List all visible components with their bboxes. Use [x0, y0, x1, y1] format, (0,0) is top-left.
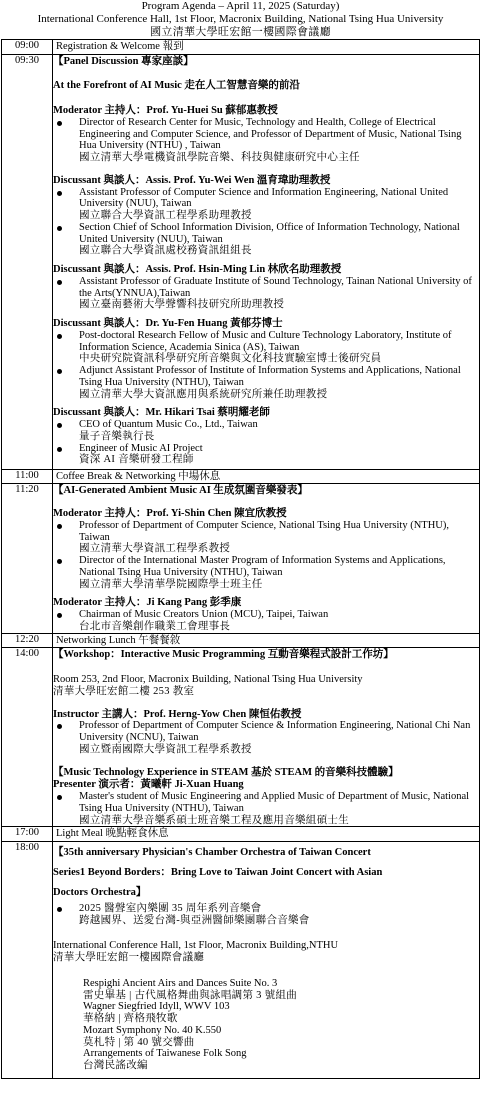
program-item: Respighi Ancient Airs and Dances Suite No. 3 [83, 977, 278, 989]
discussant-details [53, 276, 479, 311]
concert-series [53, 903, 479, 927]
list-item: Director of the International Master Program of Information Systems and Applications, National Tsing Hua University (NTHU), Taiwan 國立清華大學清華學院國際學士班主任 [53, 555, 479, 590]
list-item: Engineer of Music AI Project 資深 AI 音樂研發工程師 [53, 443, 479, 467]
agenda-table [1, 39, 480, 1079]
moderator-heading: Moderator 主持人：Prof. Yu-Huei Su 蘇郁惠教授 [53, 105, 278, 117]
section-title: 【AI-Generated Ambient Music AI 生成氛圍音樂發表】 [53, 485, 308, 497]
agenda-row-panel [2, 54, 480, 469]
program-item: Wagner Siegfried Idyll, WWV 103 [83, 1001, 230, 1013]
concert-title: 【35th anniversary Physician's Chamber Orchestra of Taiwan Concert Series1 Beyond Borders：Bring Love to Taiwan Joint Concert with Asian Doctors Orchestra】 [53, 847, 383, 899]
list-item: 2025 醫聲室內樂團 35 周年系列音樂會 跨越國界、送愛台灣-與亞洲醫師樂團聯合音樂會 [53, 903, 479, 927]
lunch-text: Networking Lunch 午餐餐敘 [53, 633, 480, 648]
venue-line: International Conference Hall, 1st Floor, Macronix Building, National Tsing Hua University [37, 12, 444, 25]
moderator-details [53, 520, 479, 591]
presenter-details [53, 791, 479, 826]
agenda-row-coffee [2, 469, 480, 484]
agenda-header [1, 0, 480, 39]
workshop-room-zh: 清華大學旺宏館二樓 253 教室 [53, 685, 195, 697]
time-cell: 14:00 [2, 648, 53, 827]
list-item: Post-doctoral Research Fellow of Music and Culture Technology Laboratory, Institute of Information Science, Academia Sinica (AS), Taiwan 中央研究院資訊科學研究所音樂與文化科技實驗室博士後研究員 [53, 330, 479, 365]
discussant-details [53, 330, 479, 401]
panel-topic: At the Forefront of AI Music 走在人工智慧音樂的前沿 [53, 80, 300, 92]
coffee-text: Coffee Break & Networking 中場休息 [53, 469, 480, 484]
agenda-title: Program Agenda – April 11, 2025 (Saturday) [141, 0, 340, 12]
agenda-row-workshop [2, 648, 480, 827]
time-cell: 17:00 [2, 827, 53, 842]
list-item: CEO of Quantum Music Co., Ltd., Taiwan 量子音樂執行長 [53, 419, 479, 443]
time-cell: 09:00 [2, 39, 53, 54]
discussant-details [53, 187, 479, 258]
program-item: 雷史畢基 | 古代風格舞曲與詠唱調第 3 號組曲 [83, 989, 298, 1001]
list-item: Assistant Professor of Computer Science and Information Engineering, National United University (NUU), Taiwan 國立聯合大學資訊工程學系助理教授 [53, 187, 479, 222]
instructor-details [53, 720, 479, 755]
presenter-heading: Presenter 演示者：黃曦軒 Ji-Xuan Huang [53, 779, 244, 791]
time-cell: 18:00 [2, 842, 53, 1079]
concert-venue: International Conference Hall, 1st Floor, Macronix Building,NTHU [53, 940, 339, 952]
program-item: 台灣民謠改編 [83, 1060, 148, 1072]
venue-line-zh: 國立清華大學旺宏館一樓國際會議廳 [150, 25, 331, 38]
list-item: Adjunct Assistant Professor of Institute of Information Systems and Applications, National Tsing Hua University (NTHU), Taiwan 國立清華大學大資訊應用與系統研究所兼任助理教授 [53, 365, 479, 400]
concert-program [53, 978, 479, 1072]
list-item: Professor of Department of Computer Science & Information Engineering, National Chi Nan University (NCNU), Taiwan 國立暨南國際大學資訊工程學系教授 [53, 720, 479, 755]
list-item: Section Chief of School Information Division, Office of Information Technology, National United University (NUU), Taiwan 國立聯合大學資訊處校務資訊組組長 [53, 222, 479, 257]
section-title: 【Panel Discussion 專家座談】 [53, 55, 194, 67]
time-cell: 12:20 [2, 633, 53, 648]
list-item: Director of Research Center for Music, Technology and Health, College of Electrical Engineering and Computer Science, and Professor of Department of Music, National Tsing Hua University (NTHU) , Taiwan 國立清華大學電機資訊學院音樂、科技與健康研究中心主任 [53, 117, 479, 164]
discussant-heading: Discussant 與談人：Dr. Yu-Fen Huang 黃郁芬博士 [53, 318, 283, 330]
program-item: Mozart Symphony No. 40 K.550 [83, 1024, 222, 1036]
steam-title: 【Music Technology Experience in STEAM 基於 STEAM 的音樂科技體驗】 [53, 766, 399, 778]
section-title: 【Workshop：Interactive Music Programming 互動音樂程式設計工作坊】 [53, 649, 394, 661]
discussant-heading: Discussant 與談人：Mr. Hikari Tsai 蔡明耀老師 [53, 407, 270, 419]
light-meal-text: Light Meal 晚點輕食休息 [53, 827, 480, 842]
moderator-heading: Moderator 主持人：Ji Kang Pang 彭季康 [53, 597, 242, 609]
program-item: 華格納 | 齊格飛牧歌 [83, 1013, 178, 1025]
agenda-page [1, 0, 480, 1079]
instructor-heading: Instructor 主講人：Prof. Herng-Yow Chen 陳恒佑教授 [53, 708, 302, 720]
list-item: Professor of Department of Computer Science, National Tsing Hua University (NTHU), Taiwan 國立清華大學資訊工程學系教授 [53, 520, 479, 555]
time-cell: 11:00 [2, 469, 53, 484]
program-item: Arrangements of Taiwanese Folk Song [83, 1048, 247, 1060]
list-item: Master's student of Music Engineering and Applied Music of Department of Music, National Tsing Hua University (NTHU), Taiwan 國立清華大學音樂系碩士班音樂工程及應用音樂組碩士生 [53, 791, 479, 826]
ambient-content [53, 484, 480, 633]
list-item: Assistant Professor of Graduate Institute of Sound Technology, Tainan National University of the Arts(YNNUA),Taiwan 國立臺南藝術大學聲響科技研究所助理教授 [53, 276, 479, 311]
concert-venue-zh: 清華大學旺宏館一樓國際會議廳 [53, 952, 205, 964]
panel-content [53, 54, 480, 469]
discussant-heading: Discussant 與談人：Assis. Prof. Yu-Wei Wen 溫育瑋助理教授 [53, 174, 331, 186]
agenda-row-ambient [2, 484, 480, 633]
agenda-row-lunch [2, 633, 480, 648]
moderator-details [53, 609, 479, 633]
agenda-row-registration [2, 39, 480, 54]
discussant-heading: Discussant 與談人：Assis. Prof. Hsin-Ming Lin 林欣名助理教授 [53, 264, 342, 276]
time-cell: 09:30 [2, 54, 53, 469]
workshop-content [53, 648, 480, 827]
agenda-row-concert [2, 842, 480, 1079]
workshop-room: Room 253, 2nd Floor, Macronix Building, National Tsing Hua University [53, 674, 363, 686]
moderator-details [53, 117, 479, 164]
discussant-details [53, 419, 479, 466]
moderator-heading: Moderator 主持人：Prof. Yi-Shin Chen 陳宜欣教授 [53, 508, 287, 520]
registration-text: Registration & Welcome 報到 [53, 39, 480, 54]
agenda-row-light-meal [2, 827, 480, 842]
concert-content [53, 842, 480, 1079]
time-cell: 11:20 [2, 484, 53, 633]
program-item: 莫札特 | 第 40 號交響曲 [83, 1036, 195, 1048]
list-item: Chairman of Music Creators Union (MCU), Taipei, Taiwan 台北市音樂創作職業工會理事長 [53, 609, 479, 633]
